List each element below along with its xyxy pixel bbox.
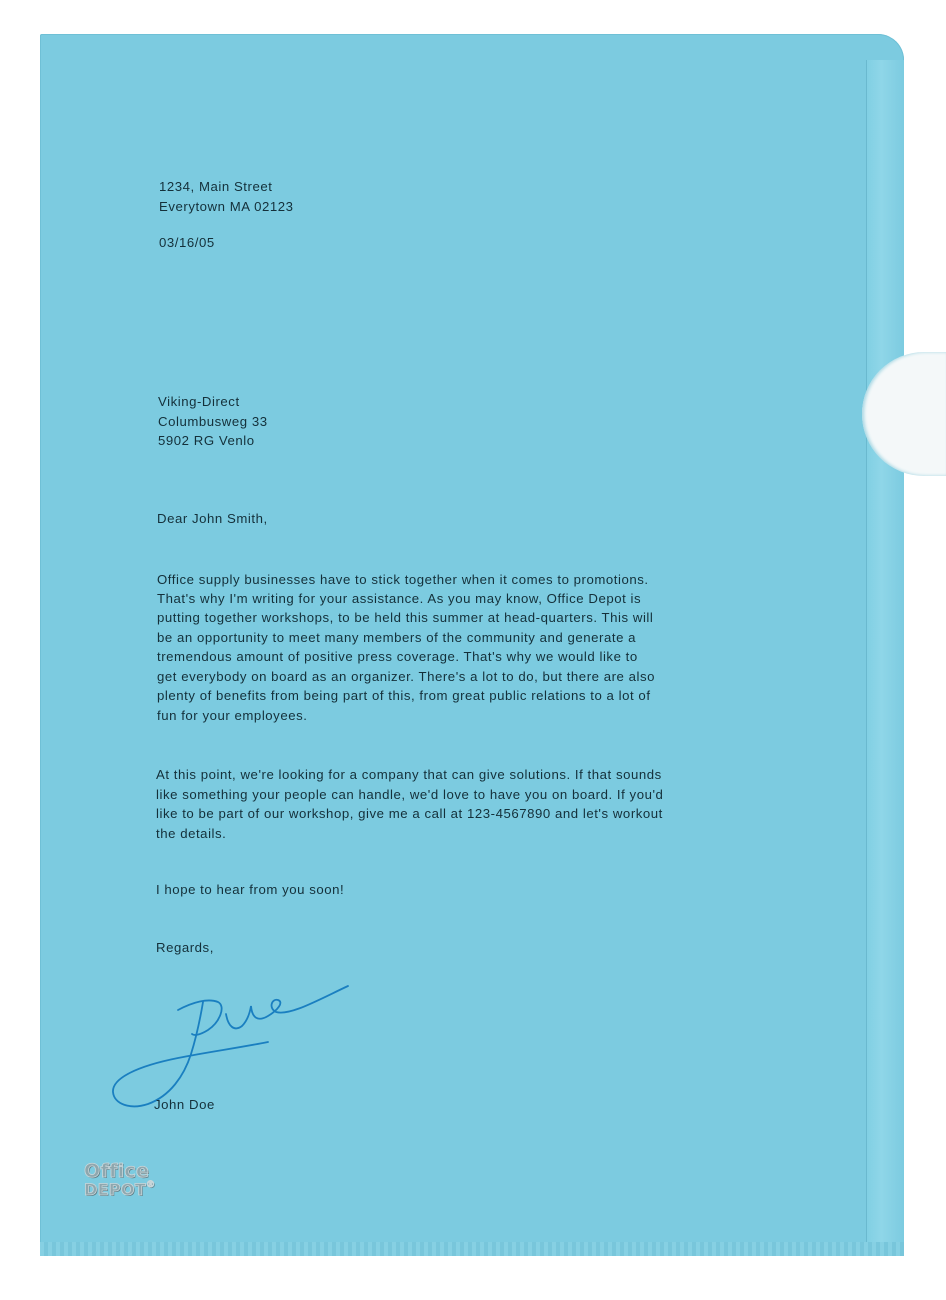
- handwritten-signature: [108, 980, 358, 1110]
- paragraph-1-line: Office supply businesses have to stick together when it comes to promotions.: [157, 572, 649, 587]
- paragraph-1-line: fun for your employees.: [157, 708, 308, 723]
- recipient-address-line-2: Columbusweg 33: [158, 414, 268, 429]
- closing-line: I hope to hear from you soon!: [156, 882, 345, 897]
- folder-edge-strip: [866, 60, 904, 1256]
- office-depot-logo: [84, 1160, 194, 1204]
- salutation: Dear John Smith,: [157, 511, 268, 526]
- signer-name: John Doe: [154, 1097, 215, 1112]
- paragraph-2-line: like something your people can handle, we'd love to have you on board. If you'd: [156, 787, 664, 802]
- paragraph-1-line: tremendous amount of positive press coverage. That's why we would like to: [157, 649, 638, 664]
- registered-mark: ®: [145, 1180, 156, 1190]
- paragraph-2-line: the details.: [156, 826, 227, 841]
- sign-off: Regards,: [156, 940, 214, 955]
- paragraph-1-line: plenty of benefits from being part of this, from great public relations to a lot of: [157, 688, 651, 703]
- paragraph-1-line: putting together workshops, to be held this summer at head-quarters. This will: [157, 610, 654, 625]
- paragraph-1-line: get everybody on board as an organizer. There's a lot to do, but there are also: [157, 669, 656, 684]
- folder-edge-line: [866, 60, 867, 1256]
- sender-address-line-1: 1234, Main Street: [159, 179, 273, 194]
- paragraph-1-line: That's why I'm writing for your assistance. As you may know, Office Depot is: [157, 591, 642, 606]
- logo-line-2: [84, 1180, 155, 1199]
- logo-word: DEPOT: [84, 1180, 146, 1199]
- paragraph-2-line: like to be part of our workshop, give me a call at 123-4567890 and let's workout: [156, 806, 663, 821]
- recipient-address-line-3: 5902 RG Venlo: [158, 433, 255, 448]
- recipient-address-line-1: Viking-Direct: [158, 394, 240, 409]
- folder-bottom-seam: [40, 1242, 904, 1256]
- letter-date: 03/16/05: [159, 235, 215, 250]
- paragraph-2-line: At this point, we're looking for a company that can give solutions. If that sounds: [156, 767, 662, 782]
- sender-address-line-2: Everytown MA 02123: [159, 199, 294, 214]
- logo-line-1: Office: [84, 1160, 150, 1182]
- paragraph-1-line: be an opportunity to meet many members of the community and generate a: [157, 630, 637, 645]
